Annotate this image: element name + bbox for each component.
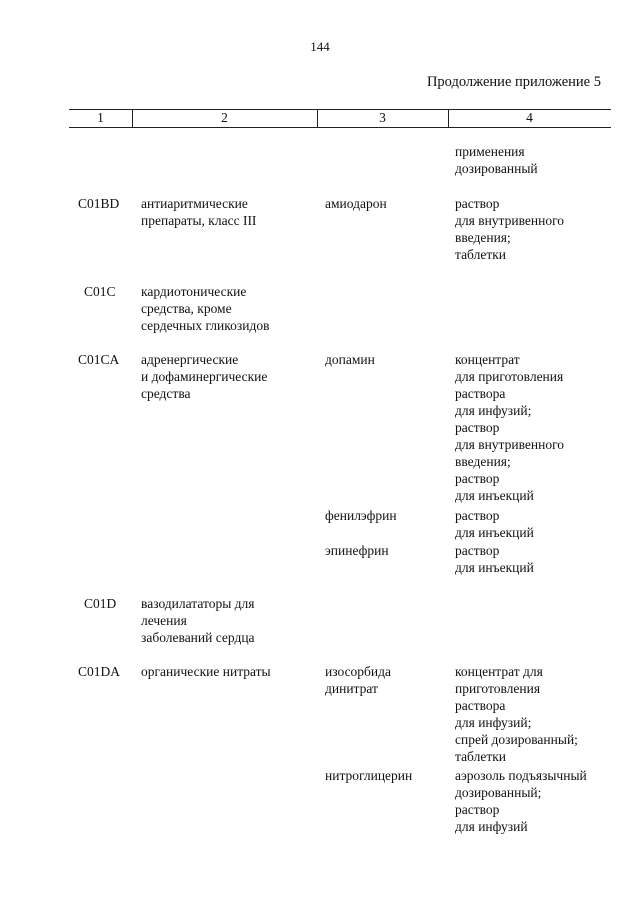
drug-name-cell — [325, 195, 387, 212]
atc-code-cell: C01CA — [78, 352, 120, 367]
dosage-form-line: введения; — [455, 454, 511, 469]
dosage-form-line: аэрозоль подъязычный — [455, 768, 587, 783]
group-name-cell — [141, 283, 269, 334]
column-header-2: 2 — [221, 110, 228, 125]
dosage-form-line: таблетки — [455, 247, 507, 262]
dosage-forms-cell — [455, 507, 534, 541]
dosage-form-line: раствора — [455, 386, 506, 401]
group-name-line: средства, кроме — [141, 301, 232, 316]
dosage-form-line: для инфузий — [455, 819, 528, 834]
group-name-line: лечения — [141, 613, 187, 628]
atc-code-cell: C01DA — [78, 664, 121, 679]
dosage-form-line: раствор — [455, 543, 500, 558]
dosage-form-line: применения — [455, 144, 525, 159]
dosage-form-line: спрей дозированный; — [455, 732, 578, 747]
drug-name-cell — [325, 767, 412, 784]
drug-name-line: нитроглицерин — [325, 768, 413, 783]
dosage-form-line: раствор — [455, 196, 500, 211]
dosage-form-line: раствор — [455, 471, 500, 486]
group-name-line: сердечных гликозидов — [141, 318, 270, 333]
dosage-form-line: для инъекций — [455, 525, 534, 540]
group-name-line: заболеваний сердца — [141, 630, 255, 645]
drug-name-line: динитрат — [325, 681, 378, 696]
drug-name-line: изосорбида — [325, 664, 392, 679]
dosage-form-line: для инъекций — [455, 560, 534, 575]
drug-name-cell — [325, 507, 397, 524]
dosage-form-line: для приготовления — [455, 369, 564, 384]
dosage-form-line: дозированный; — [455, 785, 542, 800]
drug-name-cell — [325, 542, 389, 559]
dosage-form-line: для внутривенного — [455, 213, 565, 228]
dosage-form-line: раствор — [455, 802, 500, 817]
drug-name-cell — [325, 663, 391, 697]
dosage-form-line: дозированный — [455, 161, 538, 176]
drug-name-line: фенилэфрин — [325, 508, 397, 523]
dosage-forms-cell — [455, 143, 538, 177]
dosage-forms-cell — [455, 663, 578, 765]
group-name-cell — [141, 195, 256, 229]
dosage-forms-cell — [455, 195, 564, 263]
drug-name-line: эпинефрин — [325, 543, 389, 558]
dosage-form-line: раствор — [455, 508, 500, 523]
drug-name-cell — [325, 351, 375, 368]
column-header-3: 3 — [379, 110, 386, 125]
dosage-form-line: раствора — [455, 698, 506, 713]
dosage-form-line: концентрат — [455, 352, 520, 367]
group-name-cell — [141, 595, 255, 646]
page-number: 144 — [310, 39, 330, 54]
group-name-line: адренергические — [141, 352, 239, 367]
group-name-line: вазодилататоры для — [141, 596, 255, 611]
group-name-line: и дофаминергические — [141, 369, 268, 384]
dosage-form-line: для инъекций — [455, 488, 534, 503]
group-name-cell — [141, 663, 271, 680]
group-name-line: средства — [141, 386, 191, 401]
dosage-forms-cell — [455, 542, 534, 576]
dosage-form-line: приготовления — [455, 681, 541, 696]
column-header-1: 1 — [97, 110, 104, 125]
column-header-4: 4 — [526, 110, 533, 125]
dosage-form-line: для инфузий; — [455, 403, 532, 418]
dosage-form-line: концентрат для — [455, 664, 543, 679]
group-name-line: органические нитраты — [141, 664, 271, 679]
atc-code-cell: C01D — [84, 596, 117, 611]
atc-code-cell: C01C — [84, 284, 116, 299]
dosage-forms-cell — [455, 351, 564, 504]
group-name-line: антиаритмические — [141, 196, 248, 211]
dosage-form-line: введения; — [455, 230, 511, 245]
atc-code-cell: C01BD — [78, 196, 120, 211]
dosage-form-line: раствор — [455, 420, 500, 435]
group-name-line: кардиотонические — [141, 284, 247, 299]
drug-name-line: амиодарон — [325, 196, 387, 211]
dosage-form-line: для внутривенного — [455, 437, 565, 452]
drug-name-line: допамин — [325, 352, 375, 367]
group-name-cell — [141, 351, 267, 402]
continuation-label: Продолжение приложение 5 — [426, 74, 601, 90]
dosage-form-line: для инфузий; — [455, 715, 532, 730]
group-name-line: препараты, класс III — [141, 213, 257, 228]
header-bottom-rule — [69, 127, 611, 128]
dosage-form-line: таблетки — [455, 749, 507, 764]
dosage-forms-cell — [455, 767, 587, 835]
